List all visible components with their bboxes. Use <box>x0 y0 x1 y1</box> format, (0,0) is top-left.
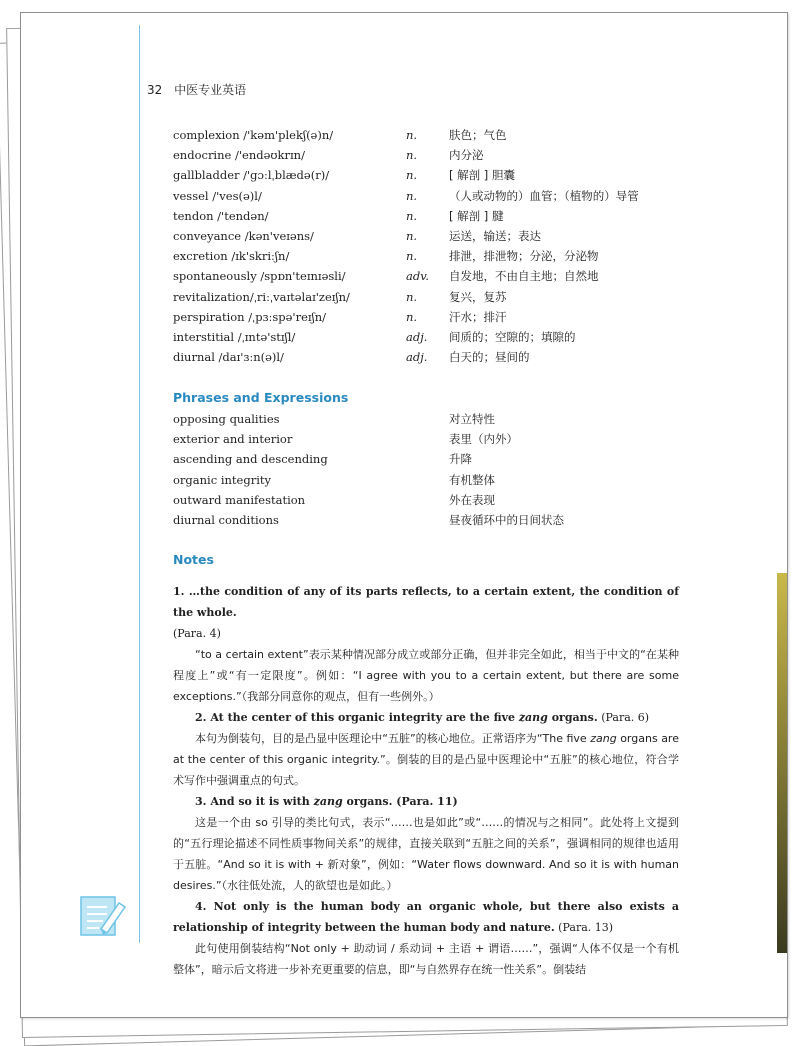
note-1-body: “to a certain extent”表示某种情况部分成立或部分正确，但并非完全如此，相当于中文的“在某种程度上”或“有一定限度”。例如：“I agree with you to a certain extent, but there are some exceptions.”（我部分同意你的观点，但有一些例外。） <box>173 648 679 703</box>
vocab-word: tendon /'tendən/ <box>173 208 269 223</box>
vocab-row <box>173 186 733 206</box>
vocab-word: spontaneously /spɒn'teɪnɪəsli/ <box>173 269 346 284</box>
page-number: 32 <box>147 83 163 97</box>
margin-line <box>139 25 140 943</box>
vocab-row <box>173 347 733 367</box>
phrase-row <box>173 470 733 490</box>
vocab-meaning: 白天的；昼间的 <box>449 350 530 365</box>
phrases-title: Phrases and Expressions <box>173 390 349 405</box>
vocab-pos: n. <box>406 208 418 223</box>
phrases-list <box>173 409 733 530</box>
phrase-row <box>173 409 733 429</box>
phrase-english: diurnal conditions <box>173 512 279 527</box>
vocab-meaning: [ 解剖 ] 胆囊 <box>449 168 515 183</box>
notes-title: Notes <box>173 552 214 567</box>
vocab-word: excretion /ɪk'skriːʃn/ <box>173 249 290 264</box>
vocab-meaning: 自发地，不由自主地；自然地 <box>449 269 599 284</box>
book-page <box>20 12 788 1018</box>
vocab-meaning: 排泄，排泄物；分泌，分泌物 <box>449 249 599 264</box>
note-2-body: 本句为倒装句，目的是凸显中医理论中“五脏”的核心地位。正常语序为“The five zang organs are at the center of this organic integrity.”。倒装的目的是凸显中医理论中“五脏”的核心地位，符合学术写作中强调重点的句式。 <box>173 732 679 787</box>
note-2-title: 2. At the center of this organic integrity are the five zang organs. (Para. 6) <box>195 711 650 724</box>
vocab-word: conveyance /kən'veɪəns/ <box>173 228 314 243</box>
vocab-pos: n. <box>406 228 418 243</box>
vocab-row <box>173 125 733 145</box>
phrase-chinese: 有机整体 <box>449 472 495 487</box>
vocab-word: complexion /'kəm'plekʃ(ə)n/ <box>173 128 334 142</box>
pencil-notes-icon <box>79 893 127 939</box>
vocabulary-list <box>173 125 733 367</box>
vocab-meaning: 复兴，复苏 <box>449 289 507 304</box>
phrase-english: outward manifestation <box>173 492 306 507</box>
vocab-row <box>173 307 733 327</box>
phrase-english: opposing qualities <box>173 412 280 426</box>
phrase-english: exterior and interior <box>173 432 293 447</box>
vocab-meaning: [ 解剖 ] 腱 <box>449 208 504 223</box>
phrase-row <box>173 449 733 469</box>
vocab-pos: adj. <box>406 329 428 344</box>
vocab-word: diurnal /daɪ'ɜːn(ə)l/ <box>173 350 284 365</box>
vocab-row <box>173 327 733 347</box>
phrase-chinese: 对立特性 <box>449 412 495 426</box>
vocab-meaning: 运送，输送；表达 <box>449 228 541 243</box>
vocab-pos: n. <box>406 309 418 324</box>
vocab-row <box>173 246 733 266</box>
notes-section <box>173 581 679 980</box>
vocab-meaning: 内分泌 <box>449 148 484 163</box>
page-edge-strip <box>777 573 787 953</box>
vocab-word: vessel /'ves(ə)l/ <box>173 188 262 203</box>
vocab-pos: n. <box>406 148 418 163</box>
note-1-title: 1. …the condition of any of its parts reflects, to a certain extent, the condition of the whole. <box>173 585 679 619</box>
vocab-pos: n. <box>406 128 418 142</box>
phrase-chinese: 昼夜循环中的日间状态 <box>449 512 564 527</box>
vocab-word: interstitial /ˌɪntə'stɪʃl/ <box>173 329 296 344</box>
note-3-body: 这是一个由 so 引导的类比句式，表示“……也是如此”或“……的情况与之相同”。此处将上文提到的“五行理论描述不同性质事物间关系”的规律，直接关联到“五脏之间的关系”，强调相同的规律也适用于五脏。“And so it is with + 新对象”，例如：“Water flows downward. And so it is with human desires.”（水往低处流，人的欲望也是如此。） <box>173 816 679 892</box>
page-header <box>147 81 246 98</box>
phrase-english: organic integrity <box>173 472 271 487</box>
vocab-word: revitalization/ˌriːˌvaɪtəlaɪ'zeɪʃn/ <box>173 289 350 304</box>
vocab-meaning: 肤色；气色 <box>449 128 507 142</box>
vocab-word: endocrine /'endəʊkrɪn/ <box>173 148 305 163</box>
vocab-row <box>173 206 733 226</box>
phrase-row <box>173 490 733 510</box>
vocab-pos: n. <box>406 289 418 304</box>
note-4-title: 4. Not only is the human body an organic whole, but there also exists a relationship of integrity between the human body and nature. (Para. 13) <box>173 900 679 934</box>
note-1-para: (Para. 4) <box>173 627 221 640</box>
vocab-row <box>173 226 733 246</box>
phrase-english: ascending and descending <box>173 452 328 467</box>
vocab-pos: adj. <box>406 350 428 365</box>
vocab-meaning: （人或动物的）血管；（植物的）导管 <box>449 188 639 203</box>
vocab-meaning: 间质的；空隙的；填隙的 <box>449 329 576 344</box>
vocab-pos: n. <box>406 188 418 203</box>
vocab-row <box>173 287 733 307</box>
vocab-pos: n. <box>406 168 418 183</box>
vocab-word: gallbladder /'gɔːlˌblædə(r)/ <box>173 168 330 183</box>
vocab-meaning: 汗水；排汗 <box>449 309 507 324</box>
note-3-title: 3. And so it is with zang organs. (Para. 11) <box>195 795 458 808</box>
vocab-row <box>173 266 733 286</box>
vocab-pos: n. <box>406 249 418 264</box>
phrase-chinese: 升降 <box>449 452 472 467</box>
vocab-word: perspiration /ˌpɜːspə'reɪʃn/ <box>173 309 326 324</box>
vocab-pos: adv. <box>406 269 430 284</box>
book-title: 中医专业英语 <box>174 83 247 97</box>
vocab-row <box>173 165 733 185</box>
vocab-row <box>173 145 733 165</box>
phrase-row <box>173 429 733 449</box>
phrase-chinese: 表里（内外） <box>449 432 518 447</box>
phrase-chinese: 外在表现 <box>449 492 495 507</box>
phrase-row <box>173 510 733 530</box>
note-4-body: 此句使用倒装结构“Not only + 助动词 / 系动词 + 主语 + 谓语……”，强调“人体不仅是一个有机整体”，暗示后文将进一步补充更重要的信息，即“与自然界存在统一性关系”。倒装结 <box>173 942 679 976</box>
